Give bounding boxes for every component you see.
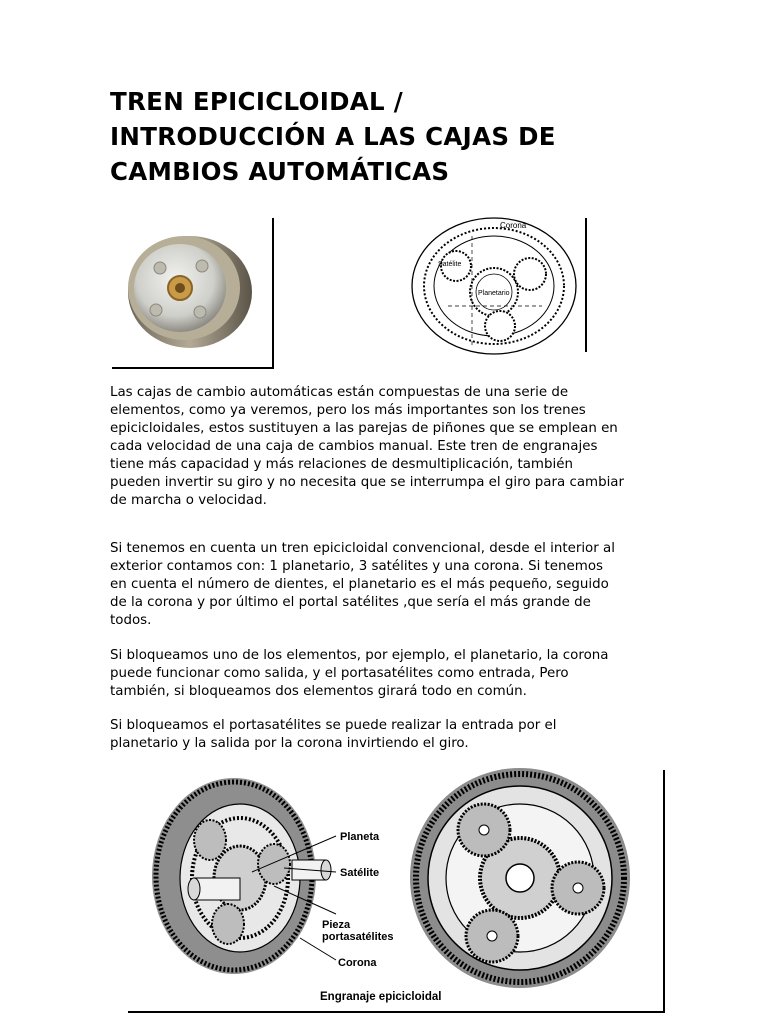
paragraph (110, 540, 666, 630)
paragraph (110, 647, 666, 701)
text-line: de marcha o velocidad. (110, 493, 267, 508)
title-line: TREN EPICICLOIDAL / (110, 87, 404, 116)
figure-caption: Engranaje epicicloidal (320, 991, 442, 1003)
label-corona: Corona (500, 221, 527, 230)
title-line: INTRODUCCIÓN A LAS CAJAS DE (110, 122, 556, 151)
text-line: de la corona y por último el portal satélites ,que sería el más grande de (110, 595, 591, 610)
text-line: planetario y la salida por la corona invirtiendo el giro. (110, 736, 469, 751)
document-title (110, 84, 710, 189)
gear-photo (110, 216, 276, 370)
text-line: Si bloqueamos uno de los elementos, por ejemplo, el planetario, la corona (110, 648, 609, 663)
label-planeta: Planeta (340, 831, 380, 843)
paragraph (110, 384, 666, 510)
label-planetario: Planetario (478, 290, 510, 297)
text-line: exterior contamos con: 1 planetario, 3 satélites y una corona. Si tenemos (110, 559, 603, 574)
text-line: puede funcionar como salida, y el portasatélites como entrada, Pero (110, 666, 569, 681)
label-corona: Corona (338, 957, 377, 969)
text-line: cada velocidad de una caja de cambios manual. Este tren de engranajes (110, 439, 598, 454)
text-line: Si bloqueamos el portasatélites se puede realizar la entrada por el (110, 718, 557, 733)
title-line: CAMBIOS AUTOMÁTICAS (110, 157, 450, 186)
text-line: pueden invertir su giro y no necesita que se interrumpa el giro para cambiar (110, 475, 624, 490)
text-line: Si tenemos en cuenta un tren epicicloidal convencional, desde el interior al (110, 541, 615, 556)
planetary-diagram (408, 216, 590, 366)
text-line: epicicloidales, estos sustituyen a las parejas de piñones que se emplean en (110, 421, 618, 436)
text-line: todos. (110, 613, 152, 628)
label-pieza: Pieza (322, 919, 351, 931)
text-line: Las cajas de cambio automáticas están compuestas de una serie de (110, 385, 569, 400)
label-satelite: Satélite (438, 261, 462, 268)
text-line: en cuenta el número de dientes, el planetario es el más pequeño, seguido (110, 577, 609, 592)
label-portasatelites: portasatélites (322, 931, 394, 943)
epicyclic-figure (124, 768, 668, 1016)
text-line: elementos, como ya veremos, pero los más importantes son los trenes (110, 403, 586, 418)
text-line: tiene más capacidad y más relaciones de desmultiplicación, también (110, 457, 573, 472)
paragraph (110, 717, 666, 753)
text-line: también, si bloqueamos dos elementos girará todo en común. (110, 684, 527, 699)
label-satelite: Satélite (340, 867, 380, 879)
